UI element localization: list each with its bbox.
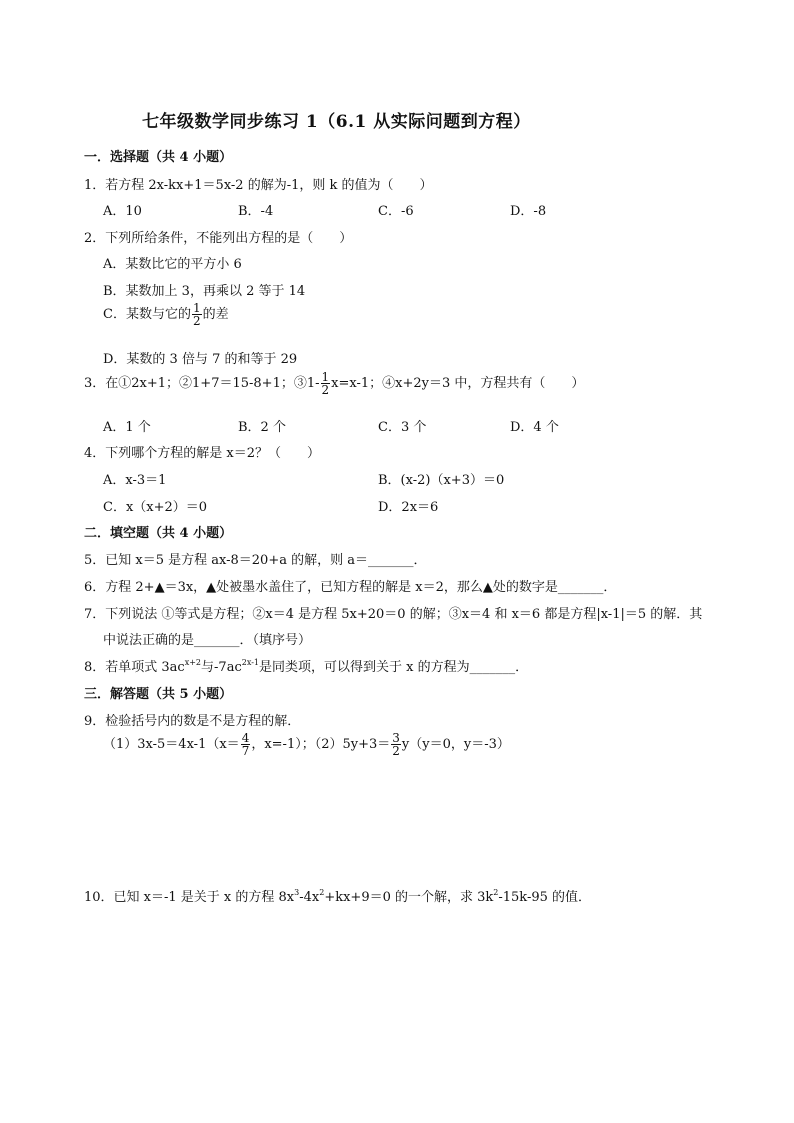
fraction-half <box>321 371 331 396</box>
question-2: 2．下列所给条件，不能列出方程的是（ ） <box>84 231 353 246</box>
fraction-half <box>192 302 202 327</box>
q1-option-d: D．-8 <box>510 204 547 219</box>
q10-text: 10．已知 x＝-1 是关于 x 的方程 8x <box>84 890 295 905</box>
q8-text: 与-7ac <box>201 660 242 675</box>
q3-option-c: C．3 个 <box>378 420 427 435</box>
q10-exponent: 2 <box>493 888 499 897</box>
q2-option-c <box>103 302 229 327</box>
fraction-three-halves <box>391 732 401 757</box>
fraction-numerator: 1 <box>321 370 330 384</box>
q8-text: 8．若单项式 3ac <box>84 660 185 675</box>
question-7-line-1: 7．下列说法 ①等式是方程；②x＝4 是方程 5x+20＝0 的解；③x＝4 和 x＝6 都是方程|x-1|＝5 的解．其 <box>84 607 703 622</box>
q3-expr-part: 1- <box>306 376 320 391</box>
question-9: 9．检验括号内的数是不是方程的解． <box>84 714 301 729</box>
question-3 <box>84 371 584 396</box>
q1-option-b: B．-4 <box>238 204 274 219</box>
q8-text: 是同类项，可以得到关于 x 的方程为_______． <box>259 660 529 675</box>
q4-option-b: B．(x-2)（x+3）＝0 <box>378 473 505 488</box>
fraction-denominator: 2 <box>192 314 201 328</box>
q1-option-c: C．-6 <box>378 204 414 219</box>
question-5: 5．已知 x＝5 是方程 ax-8＝20+a 的解，则 a＝_______． <box>84 553 427 568</box>
q10-text: +kx+9＝0 的一个解，求 3k <box>324 890 494 905</box>
q4-option-d: D．2x＝6 <box>378 500 439 515</box>
q3-option-a: A．1 个 <box>103 420 151 435</box>
fraction-denominator: 7 <box>241 744 250 758</box>
q2-option-c-post: 的差 <box>202 307 229 322</box>
q4-option-c: C．x（x+2）＝0 <box>103 500 208 515</box>
question-8 <box>84 656 528 675</box>
fraction-numerator: 1 <box>192 301 201 315</box>
q8-exponent: 2x-1 <box>241 658 259 667</box>
fraction-numerator: 3 <box>392 731 400 745</box>
q3-expr-part: x=x-1 <box>331 376 370 391</box>
q10-text: -4x <box>299 890 320 905</box>
q9-text: （1）3x-5＝4x-1（x＝ <box>103 737 240 752</box>
q10-text: -15k-95 的值． <box>498 890 592 905</box>
question-7-line-2: 中说法正确的是_______．（填序号） <box>103 633 312 648</box>
q9-text: y（y＝0，y＝-3） <box>401 737 510 752</box>
q2-option-d: D．某数的 3 倍与 7 的和等于 29 <box>103 352 298 367</box>
section-fill-in: 二．填空题（共 4 小题） <box>84 526 233 541</box>
question-9-parts <box>103 732 510 757</box>
question-6: 6．方程 2+▲＝3x，▲处被墨水盖住了，已知方程的解是 x＝2，那么▲处的数字是_______． <box>84 580 617 595</box>
question-10 <box>84 886 591 905</box>
fraction-numerator: 4 <box>241 731 250 745</box>
q8-exponent: x+2 <box>184 658 202 667</box>
fraction-four-sevenths <box>241 732 251 757</box>
q3-stem-post: ；④x+2y＝3 中，方程共有（ ） <box>369 376 585 391</box>
q1-option-a: A．10 <box>103 204 142 219</box>
q10-exponent: 2 <box>319 888 325 897</box>
question-1: 1．若方程 2x-kx+1＝5x-2 的解为-1，则 k 的值为（ ） <box>84 178 433 193</box>
q9-text: ，x=-1）；（2）5y+3＝ <box>251 737 391 752</box>
q10-exponent: 3 <box>294 888 300 897</box>
question-4: 4．下列哪个方程的解是 x＝2？（ ） <box>84 446 321 461</box>
section-solve: 三．解答题（共 5 小题） <box>84 687 233 702</box>
section-multiple-choice: 一．选择题（共 4 小题） <box>84 150 233 165</box>
fraction-denominator: 2 <box>392 744 400 758</box>
q4-option-a: A．x-3＝1 <box>103 473 167 488</box>
q3-stem-pre: 3．在①2x+1；②1+7＝15-8+1；③ <box>84 376 307 391</box>
q2-option-c-pre: C．某数与它的 <box>103 307 191 322</box>
q2-option-b: B．某数加上 3，再乘以 2 等于 14 <box>103 284 306 299</box>
fraction-denominator: 2 <box>321 383 330 397</box>
q3-option-b: B．2 个 <box>238 420 286 435</box>
q3-option-d: D．4 个 <box>510 420 559 435</box>
page-title: 七年级数学同步练习 1（6.1 从实际问题到方程） <box>142 112 531 132</box>
q2-option-a: A．某数比它的平方小 6 <box>103 257 242 272</box>
